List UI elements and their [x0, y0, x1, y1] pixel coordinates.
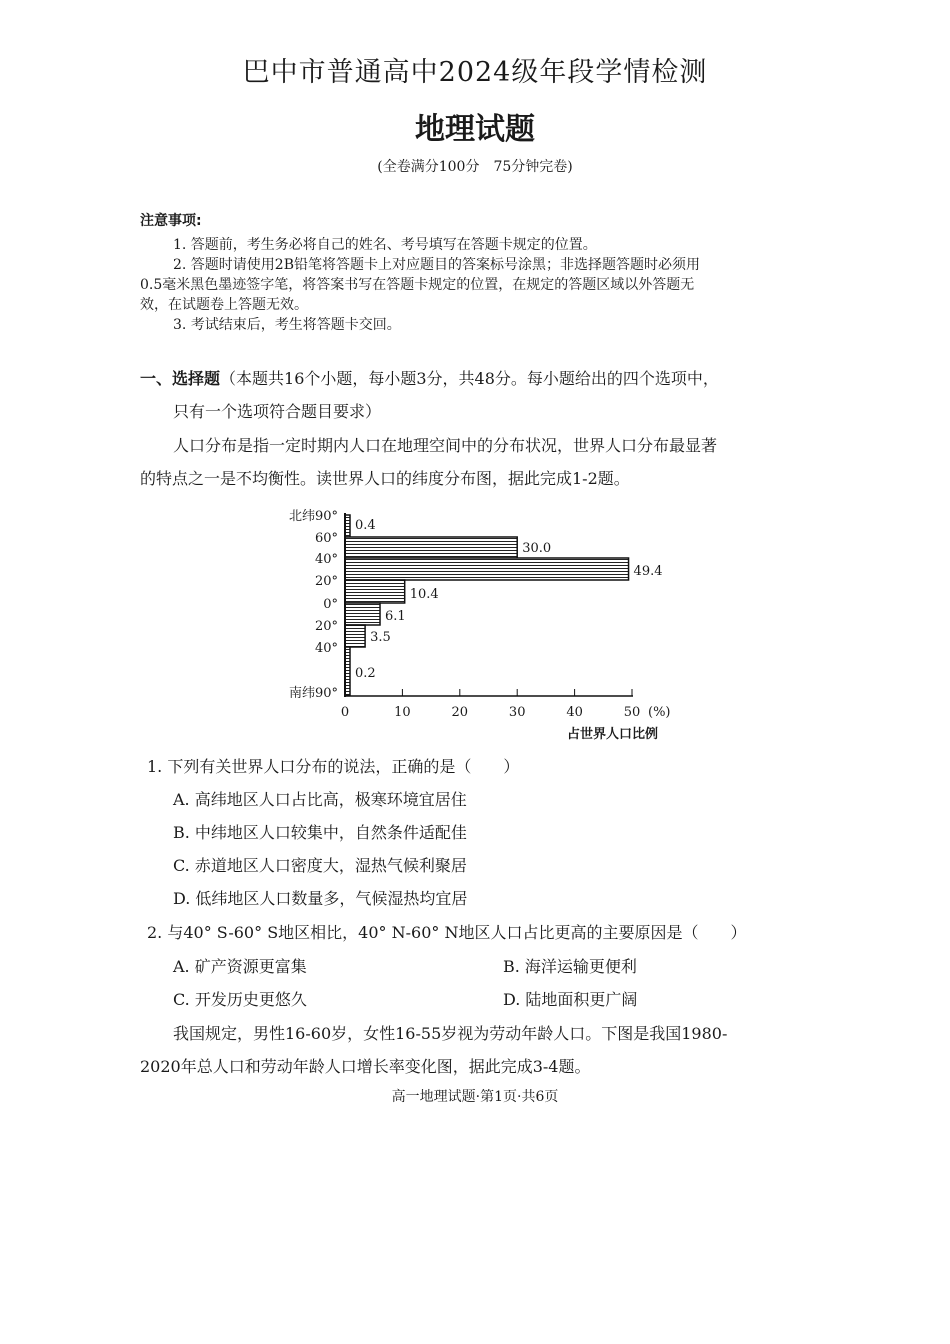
- exam-title: 巴中市普通高中2024级年段学情检测: [242, 57, 708, 88]
- bar: [345, 603, 380, 625]
- x-tick-label: 20: [451, 705, 469, 720]
- question-1-option-a: A. 高纬地区人口占比高，极寒环境宜居住: [173, 790, 467, 809]
- y-tick-label: 北纬90°: [288, 509, 338, 524]
- y-tick-label: 0°: [323, 597, 338, 612]
- notice-item: 效，在试题卷上答题无效。: [140, 297, 308, 313]
- y-tick-label: 60°: [314, 531, 338, 546]
- notice-item: 0.5毫米黑色墨迹签字笔，将答案书写在答题卡规定的位置，在规定的答题区域以外答题无: [140, 277, 695, 293]
- x-unit: (%): [648, 705, 671, 720]
- y-tick-label: 20°: [314, 574, 338, 589]
- question-1-option-c: C. 赤道地区人口密度大，湿热气候利聚居: [173, 856, 467, 875]
- intro-paragraph-2: 2020年总人口和劳动年龄人口增长率变化图，据此完成3-4题。: [140, 1057, 591, 1076]
- x-tick-label: 50: [623, 705, 641, 720]
- intro-paragraph: 人口分布是指一定时期内人口在地理空间中的分布状况，世界人口分布最显著: [173, 436, 718, 455]
- data-label: 0.4: [355, 518, 376, 533]
- question-2-option-b: B. 海洋运输更便利: [503, 957, 637, 976]
- question-1-stem: 1. 下列有关世界人口分布的说法，正确的是（ ）: [147, 757, 520, 776]
- section-desc: （本题共16个小题，每小题3分，共48分。每小题给出的四个选项中，: [220, 369, 719, 388]
- question-2-option-c: C. 开发历史更悠久: [173, 990, 307, 1009]
- x-tick-label: 0: [340, 705, 350, 720]
- section-title: 一、选择题: [140, 369, 221, 388]
- intro-paragraph-2: 我国规定，男性16-60岁，女性16-55岁视为劳动年龄人口。下图是我国1980-: [173, 1024, 728, 1043]
- data-label: 6.1: [385, 609, 406, 624]
- bar: [345, 537, 517, 558]
- section-desc-2: 只有一个选项符合题目要求）: [173, 402, 382, 421]
- bar: [345, 625, 365, 647]
- data-label: 30.0: [522, 541, 552, 556]
- score-time-note: (全卷满分100分 75分钟完卷): [377, 159, 573, 175]
- data-label: 49.4: [633, 564, 663, 579]
- question-2-option-a: A. 矿产资源更富集: [173, 957, 307, 976]
- question-1-option-d: D. 低纬地区人口数量多，气候湿热均宜居: [173, 889, 468, 908]
- notice-heading: 注意事项:: [140, 213, 202, 229]
- question-2-option-d: D. 陆地面积更广阔: [503, 990, 638, 1009]
- question-1-option-b: B. 中纬地区人口较集中，自然条件适配佳: [173, 823, 467, 842]
- data-label: 10.4: [409, 587, 439, 602]
- notice-item: 1. 答题前，考生务必将自己的姓名、考号填写在答题卡规定的位置。: [173, 237, 597, 253]
- bar: [345, 580, 405, 603]
- x-axis-label: 占世界人口比例: [567, 727, 659, 742]
- x-tick-label: 10: [394, 705, 411, 720]
- subject-title: 地理试题: [415, 112, 535, 147]
- data-label: 0.2: [355, 666, 376, 681]
- notice-item: 2. 答题时请使用2B铅笔将答题卡上对应题目的答案标号涂黑；非选择题答题时必须用: [173, 257, 701, 273]
- data-label: 3.5: [370, 630, 391, 645]
- intro-paragraph: 的特点之一是不均衡性。读世界人口的纬度分布图，据此完成1-2题。: [140, 469, 630, 488]
- x-tick-label: 40: [566, 705, 583, 720]
- y-tick-label: 南纬90°: [288, 686, 338, 701]
- y-tick-label: 20°: [314, 619, 338, 634]
- y-tick-label: 40°: [314, 641, 338, 656]
- page-footer: 高一地理试题·第1页·共6页: [391, 1089, 559, 1105]
- y-tick-label: 40°: [314, 552, 338, 567]
- notice-item: 3. 考试结束后，考生将答题卡交回。: [173, 317, 401, 333]
- question-2-stem: 2. 与40° S-60° S地区相比，40° N-60° N地区人口占比更高的主要原因是（ ）: [147, 923, 747, 942]
- bar: [345, 558, 629, 580]
- x-tick-label: 30: [508, 705, 526, 720]
